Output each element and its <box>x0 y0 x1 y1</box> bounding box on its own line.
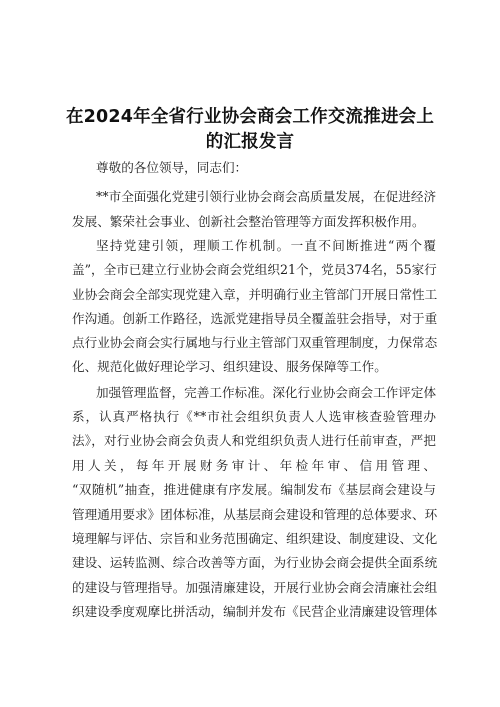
paragraph-3-line: 境理解与评估、宗旨和业务范围确定、组织建设、制度建设、文化 <box>72 531 438 546</box>
document-title-line-2: 的汇报发言 <box>205 132 295 152</box>
paragraph-2-line: 点行业协会商会实行属地与行业主管部门双重管理制度，力保常态 <box>72 335 438 350</box>
paragraph-2-line: 坚持党建引领，理顺工作机制。一直不间断推进“两个覆 <box>96 238 436 253</box>
paragraph-2-line: 作沟通。创新工作路径，选派党建指导员全覆盖驻会指导，对于重 <box>72 311 438 326</box>
paragraph-3-line: 用人关，每年开展财务审计、年检年审、信用管理、 <box>72 458 436 473</box>
paragraph-3-line: 建设、运转监测、综合改善等方面，为行业协会商会提供全面系统 <box>72 555 438 570</box>
paragraph-2-line: 化、规范化做好理论学习、组织建设、服务保障等工作。 <box>72 359 387 374</box>
paragraph-3-line: 管理通用要求》团体标准，从基层商会建设和管理的总体要求、环 <box>72 507 438 522</box>
paragraph-2-line: 盖”，全市已建立行业协会商会党组织21个，党员374名，55家行 <box>72 262 437 277</box>
paragraph-3-line: “双随机”抽查，推进健康有序发展。编制发布《基层商会建设与 <box>72 482 436 497</box>
paragraph-3-line: 系，认真严格执行《**市社会组织负责人人选审核查验管理办 <box>72 409 436 424</box>
greeting: 尊敬的各位领导，同志们： <box>96 160 248 175</box>
paragraph-3-line: 法》，对行业协会商会负责人和党组织负责人进行任前审查，严把 <box>72 433 436 448</box>
paragraph-3-line: 织建设季度观摩比拼活动，编制并发布《民营企业清廉建设管理体 <box>72 604 438 619</box>
paragraph-1-line: 发展、繁荣社会事业、创新社会整治管理等方面发挥积极作用。 <box>72 214 425 229</box>
paragraph-1-line: **市全面强化党建引领行业协会商会高质量发展，在促进经济 <box>96 189 437 204</box>
document-title-line-1: 在2024年全省行业协会商会工作交流推进会上 <box>65 107 435 127</box>
paragraph-3-line: 加强管理监督，完善工作标准。深化行业协会商会工作评定体 <box>96 385 437 400</box>
paragraph-2-line: 业协会商会全部实现党建入章，并明确行业主管部门开展日常性工 <box>72 287 438 302</box>
paragraph-3-line: 的建设与管理指导。加强清廉建设，开展行业协会商会清廉社会组 <box>72 580 438 595</box>
